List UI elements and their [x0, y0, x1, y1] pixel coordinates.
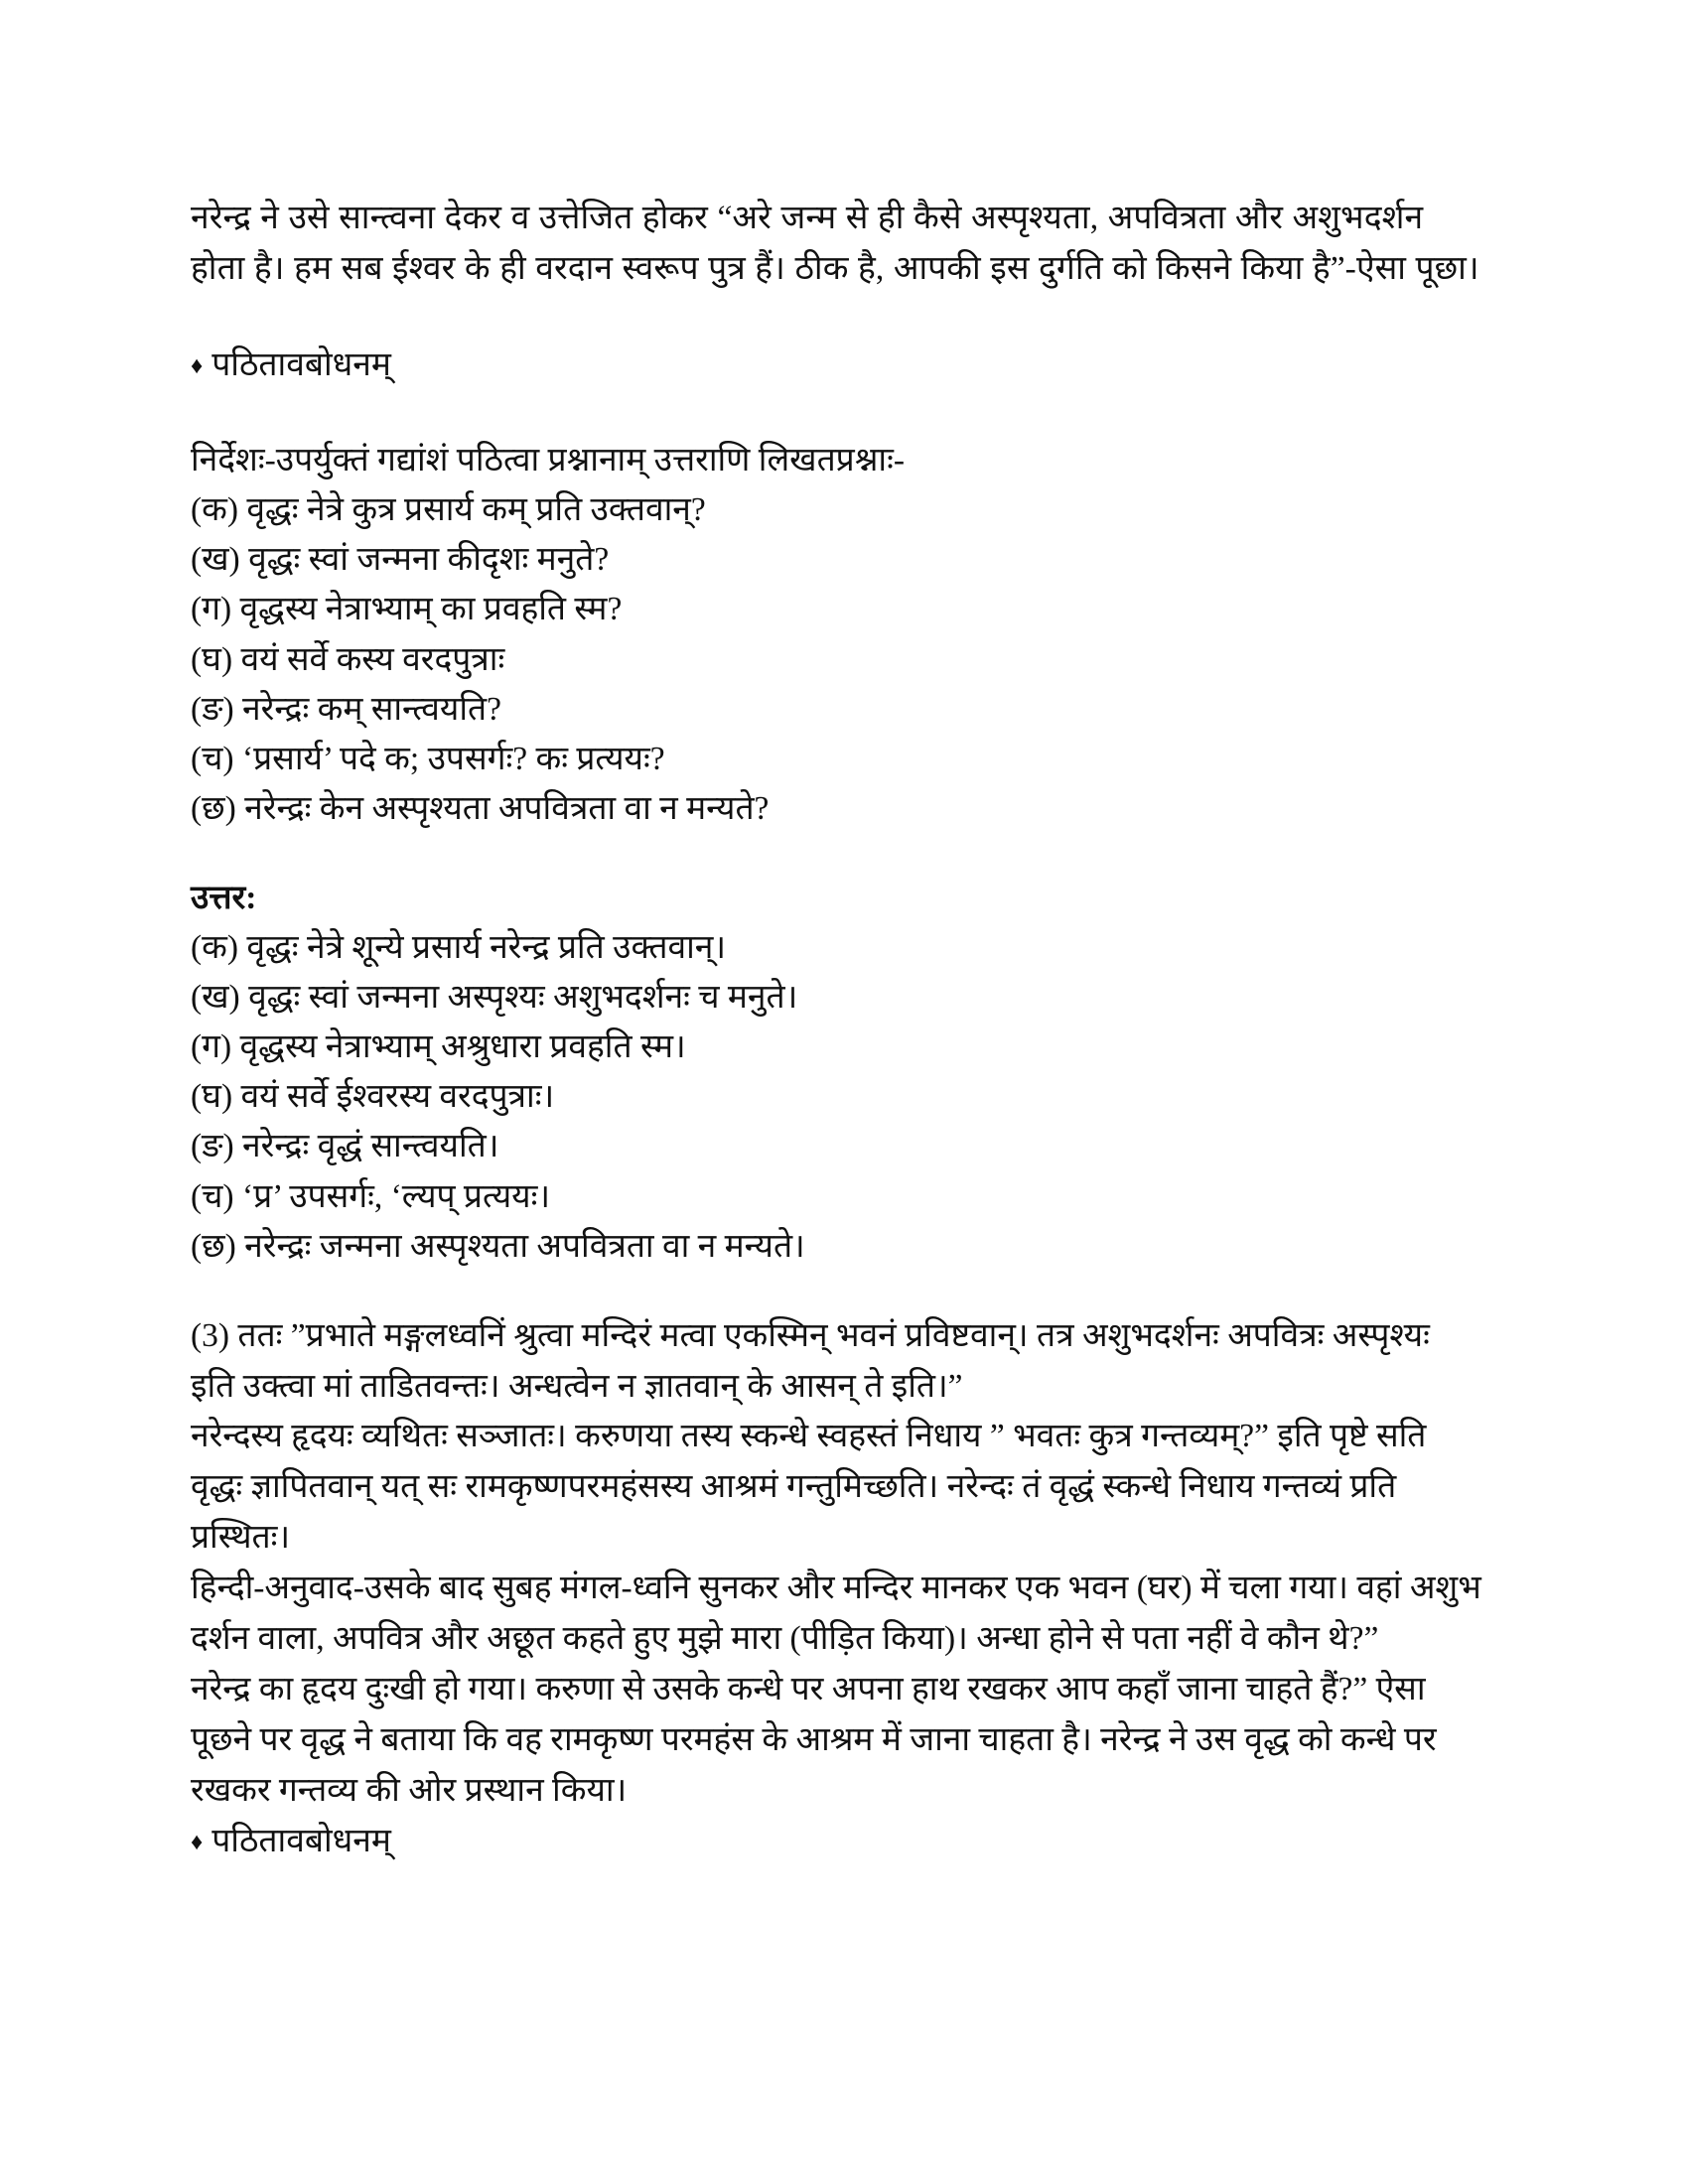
- section-heading-pathitavabodhanam-2: [191, 1817, 1481, 1866]
- question-item: (क) वृद्धः नेत्रे कुत्र प्रसार्य कम् प्रति उक्तवान्?: [191, 491, 706, 529]
- question-item: (ख) वृद्धः स्वां जन्मना कीदृशः मनुते?: [191, 541, 610, 579]
- passage-4-sanskrit: नरेन्दस्य हृदयः व्यथितः सञ्जातः। करुणया तस्य स्कन्धे स्वहस्तं निधाय ” भवतः कुत्र गन्तव्यम्?” इति पृष्टे सति वृद्धः ज्ञापितवान् यत् सः रामकृष्णपरमहंसस्य आश्रमं गन्तुमिच्छति। नरेन्दः तं वृद्धं स्कन्धे निधाय गन्तव्यं प्रति प्रस्थितः।: [191, 1418, 1427, 1557]
- question-item: (च) ‘प्रसार्य’ पदे क; उपसर्गः? कः प्रत्ययः?: [191, 740, 665, 777]
- answer-list: [191, 923, 1481, 1272]
- answer-item: (ख) वृद्धः स्वां जन्मना अस्पृश्यः अशुभदर्शनः च मनुते।: [191, 979, 798, 1017]
- spacer: [191, 390, 1481, 436]
- question-item: (घ) वयं सर्वे कस्य वरदपुत्राः: [191, 640, 505, 678]
- answer-item: (ग) वृद्धस्य नेत्राभ्याम् अश्रुधारा प्रवहति स्म।: [191, 1028, 686, 1066]
- hindi-translation-2: नरेन्द्र का हृदय दुःखी हो गया। करुणा से उसके कन्धे पर अपना हाथ रखकर आप कहाँ जाना चाहते हैं?” ऐसा पूछने पर वृद्ध ने बताया कि वह रामकृष्ण परमहंस के आश्रम में जाना चाहता है। नरेन्द्र ने उस वृद्ध को कन्धे पर रखकर गन्तव्य की ओर प्रस्थान किया।: [191, 1671, 1437, 1809]
- section-heading-label-2: पठितावबोधनम्: [211, 1822, 391, 1859]
- question-item: (ङ) नरेन्द्रः कम् सान्त्वयति?: [191, 690, 501, 728]
- passage-3-sanskrit: (3) ततः ”प्रभाते मङ्गलध्वनिं श्रुत्वा मन्दिरं मत्वा एकस्मिन् भवनं प्रविष्टवान्। तत्र अशुभदर्शनः अपवित्रः अस्पृश्यः इति उक्त्वा मां ताडितवन्तः। अन्धत्वेन न ज्ञातवान् के आसन् ते इति।”: [191, 1316, 1430, 1405]
- section-heading-pathitavabodhanam-1: [191, 341, 1481, 390]
- answer-item: (क) वृद्धः नेत्रे शून्ये प्रसार्य नरेन्द्र प्रति उक्तवान्।: [191, 929, 727, 967]
- section-heading-label-1: पठितावबोधनम्: [211, 345, 391, 383]
- question-item: (छ) नरेन्द्रः केन अस्पृश्यता अपवित्रता वा न मन्यते?: [191, 789, 770, 827]
- question-item: (ग) वृद्धस्य नेत्राभ्याम् का प्रवहति स्म?: [191, 591, 623, 628]
- answer-item: (ङ) नरेन्द्रः वृद्धं सान्त्वयति।: [191, 1128, 499, 1165]
- intro-paragraph: नरेन्द्र ने उसे सान्त्वना देकर व उत्तेजित होकर “अरे जन्म से ही कैसे अस्पृश्यता, अपवित्रता और अशुभदर्शन होता है। हम सब ईश्वर के ही वरदान स्वरूप पुत्र हैं। ठीक है, आपकी इस दुर्गति को किसने किया है”-ऐसा पूछा।: [191, 200, 1479, 287]
- diamond-bullet-icon: ♦: [191, 1829, 204, 1855]
- question-list: [191, 485, 1481, 834]
- document-body: [191, 194, 1481, 1866]
- diamond-bullet-icon: ♦: [191, 352, 204, 379]
- spacer: [191, 834, 1481, 874]
- spacer: [191, 1272, 1481, 1311]
- instruction-line: निर्देशः-उपर्युक्तं गद्यांशं पठित्वा प्रश्नानाम् उत्तराणि लिखतप्रश्नाः-: [191, 442, 906, 479]
- answers-label: उत्तर:: [191, 879, 257, 916]
- answer-item: (घ) वयं सर्वे ईश्वरस्य वरदपुत्राः।: [191, 1078, 555, 1116]
- hindi-translation-1: हिन्दी-अनुवाद-उसके बाद सुबह मंगल-ध्वनि सुनकर और मन्दिर मानकर एक भवन (घर) में चला गया। वहां अशुभ दर्शन वाला, अपवित्र और अछूत कहते हुए मुझे मारा (पीड़ित किया)। अन्धा होने से पता नहीं वे कौन थे?”: [191, 1570, 1481, 1658]
- answer-item: (छ) नरेन्द्रः जन्मना अस्पृश्यता अपवित्रता वा न मन्यते।: [191, 1227, 805, 1265]
- answer-item: (च) ‘प्र’ उपसर्गः, ‘ल्यप् प्रत्ययः।: [191, 1177, 551, 1215]
